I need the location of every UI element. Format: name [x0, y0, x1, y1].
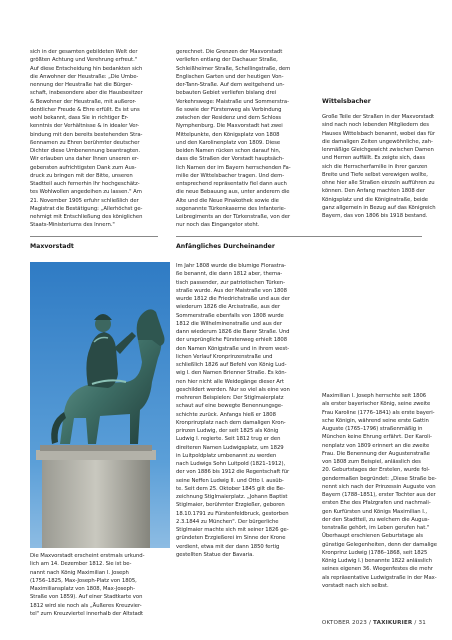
- section-divider-left: [30, 236, 158, 237]
- paragraph: Maximilian I. Joseph herrschte seit 1806 als erster bayerischer König, seine zweite Frau Karoline (1776–1841) als erste bayeri- sche Königin, während seine erste Gattin Auguste (1765–1796) straßenmäßig in München keine Ehrung erfährt. Der Karoli- nenplatz von 1809 erinnert an die zweite Frau. Die Benennung der Augustenstraße von 1808 zum Beispiel, anlässlich des 20. Geburtstages der Erstelen, wurde fol- gendermaßen begründet: „Diese Straße be- nennt sich nach der Prinzessin Auguste von Bayern (1788–1851), erster Tochter aus der ersten Ehe des Pfalzgrafen und nachmali- gen Kurfürsten und Königs Maximilian I., der den Stadtteil, zu welchem die Augus- tenstraße gehört, im Leben gerufen hat." Überhaupt erschienen Geburtstage als günstige Gelegenheiten, denn der damalige Kronprinz Ludwig (1786–1868, seit 1825 König Ludwig I.) benannte 1822 anlässlich seines eigenen 36. Wiegenfestes die mehr als repräsentative Ludwigstraße in der Max- vorstadt nach sich selbst.: [322, 393, 437, 589]
- column-1-top-text: [30, 48, 158, 230]
- section-divider-right: [176, 236, 422, 237]
- paragraph: Im Jahr 1808 wurde die blumige Florastra- ße benannt, die dann 1812 aber, thema- tisch passender, zur patriotischen Türken- straße wurde. Aus der Maistraße von 1808 wurde 1812 die Friedrichstraße und aus der wiederum 1826 die Arcisstraße, aus der Sommerstraße ebenfalls von 1808 wurde 1812 die Wilhelminenstraße und aus der dann wiederum 1826 die Barer Straße. Und der ursprüngliche Fürstenweg erhielt 1808 den Namen Königstraße und in ihrem west- lichen Verlauf Kronprinzenstraße und schließlich 1826 auf Befehl von König Lud- wig I. den Namen Brienner Straße. Es kön- nen hier nicht alle Weidegänge dieser Art geschildert werden. Nur so viel als eine von mehreren Beispielen: Der Stiglmaierplatz schaut auf eine bewegte Benennungsge- schichte zurück. Anfangs hieß er 1808 Kronprinzplatz nach dem damaligen Kron- prinzen Ludwig, der seit 1825 als König Ludwig I. regierte. Seit 1812 trug er den direiteren Namen Ludwigsplatz, um 1829 in Luitpoldplatz umbenannt zu werden nach Ludwigs Sohn Luitpold (1821–1912), der von 1886 bis 1912 die Regentschaft für seine Neffen Ludwig II. und Otto I. ausüb- te. Seit dem 25. Oktober 1845 gilt die Be- zeichnung Stiglmaierplatz. „Johann Baptist Stiglmaier, berühmter Erzgießer, geboren 18.10.1791 zu Fürstenfeldbruck, gestorben 2.3.1844 zu München". Der bürgerliche Stiglmaier machte sich mit seiner 1826 ge- gründeten Erzgießerei im Sinne der Krone verdient, etwa mit der dann 1850 fertig gestellten Statue der Bavaria.: [176, 263, 290, 558]
- column-3-top-text: [322, 113, 450, 220]
- footer-publication: TAXIKURIER: [373, 620, 413, 626]
- heading-maxvorstadt: Maxvorstadt: [30, 243, 74, 250]
- paragraph: Die Maxvorstadt erscheint erstmals urkund- lich am 14. Dezember 1812. Sie ist be- nannt nach König Maximilian I. Joseph (1756–1825, Max-Joseph-Platz von 1805, Maximiliansplatz von 1808, Max-Joseph- Straße von 1859). Auf einer Stadtkarte von 1812 wird sie noch als „Äußeres Kreuzvier- tel" zum Kreuzviertel innerhalb der Altstadt: [30, 553, 145, 617]
- paragraph: gerechnet. Die Grenzen der Maxvorstadt verliefen entlang der Dachauer Straße, Schleißheimer Straße, Schellingstraße, dem Englischen Garten und der heutigen Von- der-Tann-Straße. Auf dem weitgehend un- bebauten Gebiet verliefen bislang drei Verkehrswege: Maistraße und Sommerstra- ße sowie der Fürstenweg als Verbindung zwischen der Residenz und dem Schloss Nymphenburg. Die Maxvorstadt hat zwei Mittelpunkte, den Königsplatz von 1808 und den Karolinenplatz von 1809. Diese beiden Namen rücken schon darauf hin, dass die Straßen der Vorstadt hauptsäch- lich Namen der im Bayern herrschenden Fa- milie der Wittelsbacher tragen. Und dem- entsprechend repräsentativ fiel dann auch die neue Bebauung aus, unter anderem die Alte und die Neue Pinakothek sowie die sogenannte Türkenkaserne des Infanterie- Leibregiments an der Türkenstraße, von der nur noch das Eingangstor steht.: [176, 49, 291, 229]
- column-2-top-text: [176, 48, 304, 230]
- statue-photo: [30, 262, 170, 548]
- column-2-bottom-text: [176, 262, 304, 559]
- footer-issue: OKTOBER 2023 /: [321, 620, 374, 626]
- paragraph: Große Teile der Straßen in der Maxvorstadt sind nach noch lebenden Mitgliedern des Hauses Wittelsbach benannt, wobei das für die damaligen Zeiten ungewöhnliche, zah- lenmäßige Gleichgewicht zwischen Damen und Herren auffällt. Es zeigte sich, dass sich die Herrscherfamilie in ihrer ganzen Breite und Tiefe selbst verewigen wollte, ohne hier alle Straßen einzeln aufführen zu können. Den Anfang machten 1808 der Königsplatz und die Königinstraße, beide ganz allgemein in Bezug auf das Königreich Bayern, das von 1806 bis 1918 bestand.: [322, 114, 436, 219]
- footer-page-number: / 31: [412, 620, 426, 626]
- heading-anfaengliches-durcheinander: Anfängliches Durcheinander: [176, 243, 275, 250]
- column-3-bottom-text: [322, 392, 450, 590]
- page-footer: [322, 620, 426, 626]
- paragraph: sich in der gesamten gebildeten Welt der größten Achtung und Verehrung erfreut." Auf diese Entscheidung hin bedankten sich die Anwohner der Heustraße: „Die Umbe- nennung der Heustraße hat die Bürger- schaft, insbesondere aber die Hausbesitzer & Bewohner der Heustraße, mit außeror- dentlicher Freude & Ehre erfüllt. Es ist uns wohl bekannt, dass Sie in richtiger Er- kenntnis der Verhältnisse & in idealer Ver- bindung mit den bereits bestehenden Stra- ßennamen zu Ehren berühmter deutscher Dichter diese Umbenennung beantragten. Wir erlauben uns daher Ihnen unseren er- gebensten aufrichtigsten Dank zum Aus- druck zu bringen mit der Bitte, unseren Stadtteil auch fernerhin Ihr hochgeschätz- tes Wohlwollen angedeihen zu lassen." Am 21. November 1905 erfuhr schließlich der Magistrat die Bestätigung: „Allerhöchst ge- nehmigt mit Entschließung des königlichen Staats-Ministeriums des Innern.": [30, 49, 143, 229]
- heading-wittelsbacher: Wittelsbacher: [322, 98, 371, 105]
- column-1-bottom-text: [30, 552, 158, 618]
